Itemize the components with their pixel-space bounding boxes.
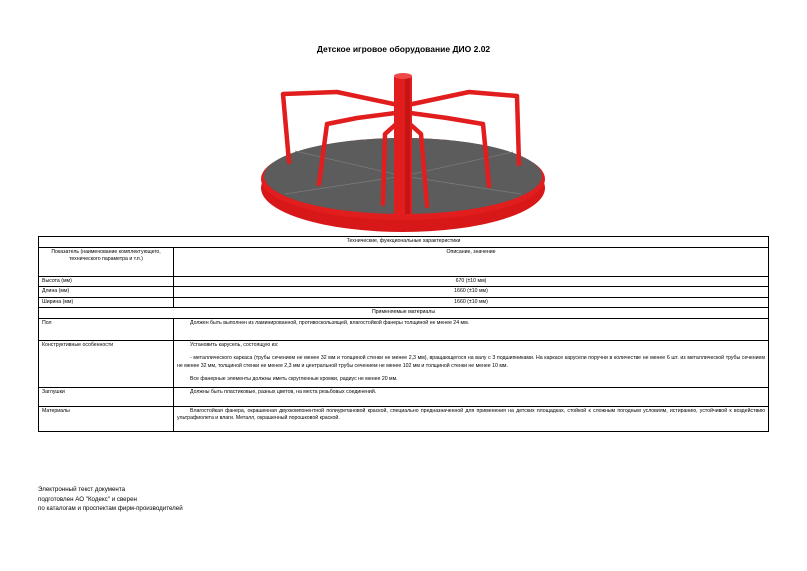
table-row — [39, 318, 769, 340]
table-row — [39, 276, 769, 287]
column-header-param: Показатель (наименование комплектующего, технического параметра и т.п.) — [39, 247, 174, 276]
source-note-line: подготовлен АО "Кодекс" и сверен — [38, 495, 137, 503]
row-description — [174, 387, 769, 406]
row-description — [174, 318, 769, 340]
table-row — [39, 340, 769, 387]
row-label: Пол — [39, 318, 174, 340]
row-label: Длина (мм) — [39, 287, 174, 298]
table-section-header — [39, 237, 769, 248]
source-note — [38, 485, 183, 514]
description-paragraph: Установить карусель, состоящую из: — [190, 341, 279, 348]
row-label: Заглушки — [39, 387, 174, 406]
specification-table — [38, 236, 769, 432]
description-paragraph: Влагостойкая фанера, окрашенная двухкомпонентной полиуретановой краской, специально предназначенной для применения на детских площадках, стойкой к сложным погодным условиям, истиранию, устойчивой к воздействию ультрафиолета и влаги. Металл, окрашенный порошковой краской. — [177, 407, 765, 422]
materials-section-title: Применяемые материалы — [39, 308, 769, 319]
row-value: 670 (±10 мм) — [174, 276, 769, 287]
row-label: Конструктивные особенности — [39, 340, 174, 387]
table-section-header — [39, 308, 769, 319]
tech-section-title: Технические, функциональные характеристики — [39, 237, 769, 248]
table-column-headers — [39, 247, 769, 276]
column-header-desc: Описание, значение — [174, 247, 769, 276]
document-title: Детское игровое оборудование ДИО 2.02 — [316, 44, 491, 54]
row-label: Материалы — [39, 406, 174, 431]
table-row — [39, 387, 769, 406]
description-paragraph: Должны быть пластиковые, разных цветов, на места резьбовых соединений. — [190, 388, 377, 395]
description-paragraph: - металлического каркаса (трубы сечением не менее 32 мм и толщиной стенки не менее 2,3 мм), вращающегося на валу с 3 подшипниками. На каркасе карусели поручни в количестве не менее 6 шт. из металлической трубы сечением не менее 32 мм, толщиной стенки не менее 2,3 мм и центральной трубы сечением не менее 102 мм и толщиной стенки не менее 10 мм. — [177, 355, 765, 369]
carousel-illustration-icon — [255, 66, 555, 234]
row-value: 1660 (±10 мм) — [174, 287, 769, 298]
table-row — [39, 287, 769, 298]
table-row — [39, 297, 769, 308]
table-row — [39, 406, 769, 431]
source-note-line: Электронный текст документа — [38, 486, 126, 493]
row-description — [174, 406, 769, 431]
row-label: Высота (мм) — [39, 276, 174, 287]
row-label: Ширина (мм) — [39, 297, 174, 308]
description-paragraph: Должен быть выполнен из ламинированной, противоскользящей, влагостойкой фанеры толщиной не менее 24 мм. — [190, 319, 470, 326]
source-note-line: по каталогам и проспектам фирм-производителей — [38, 505, 183, 513]
row-value: 1660 (±10 мм) — [174, 297, 769, 308]
description-paragraph: Все фанерные элементы должны иметь скругленные кромки, радиус не менее 20 мм. — [190, 376, 398, 383]
row-description — [174, 340, 769, 387]
